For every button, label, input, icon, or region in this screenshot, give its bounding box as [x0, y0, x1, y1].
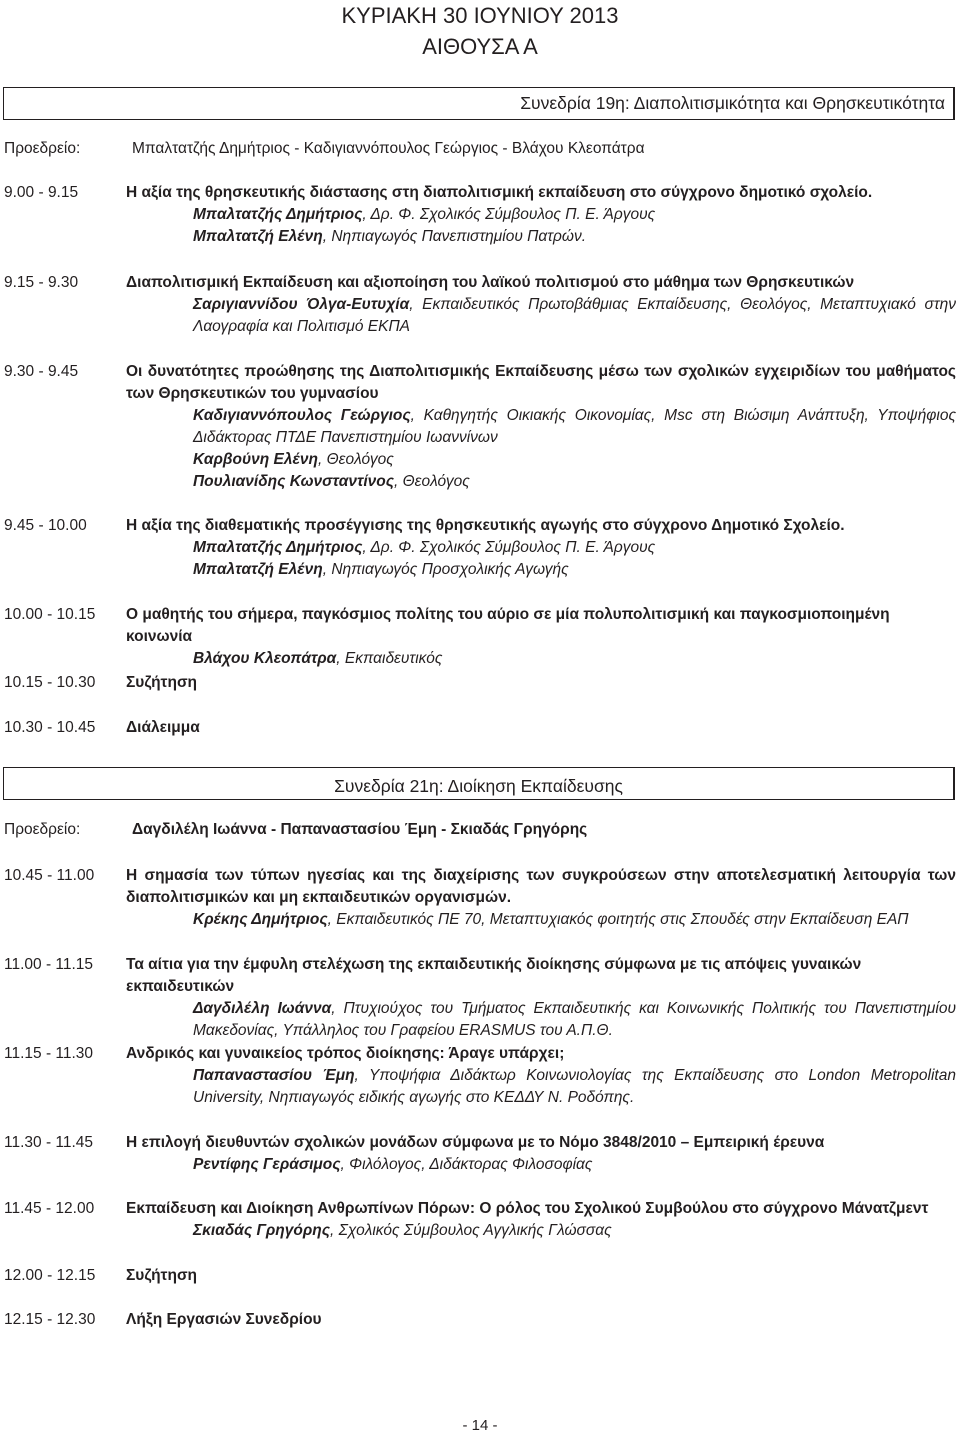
- item-time: 11.45 - 12.00: [4, 1200, 95, 1217]
- room-heading: ΑΙΘΟΥΣΑ Α: [422, 34, 538, 59]
- item-time: 10.15 - 10.30: [4, 674, 96, 691]
- item-title: Η αξία της διαθεματικής προσέγγισης της θρησκευτικής αγωγής στο σύγχρονο Δημοτικό Σχολείο.: [126, 517, 845, 534]
- session-19-title: Συνεδρία 19η: Διαπολιτισμικότητα και Θρησκευτικότητα: [520, 93, 945, 113]
- page-header: [0, 2, 960, 61]
- item-speaker: Σκιαδάς Γρηγόρης, Σχολικός Σύμβουλος Αγγλικής Γλώσσας: [193, 1222, 612, 1239]
- item-title: Εκπαίδευση και Διοίκηση Ανθρωπίνων Πόρων: Ο ρόλος του Σχολικού Συμβούλου στο σύγχρονο Μάνατζμεντ: [126, 1200, 929, 1217]
- page-number: - 14 -: [462, 1417, 498, 1434]
- item-time: 12.15 - 12.30: [4, 1311, 96, 1328]
- item-time: 11.15 - 11.30: [4, 1045, 94, 1062]
- item-time: 9.45 - 10.00: [4, 517, 87, 534]
- item-speaker: Δαγδιλέλη Ιωάννα, Πτυχιούχος του Τμήματος Εκπαιδευτικής και Κοινωνικής Πολιτικής του Πανεπιστημίου Μακεδονίας, Υπάλληλος του Γραφείου ERASMUS του Α.Π.Θ.: [193, 1000, 956, 1039]
- item-speaker: Ρεντίφης Γεράσιμος, Φιλόλογος, Διδάκτορας Φιλοσοφίας: [193, 1156, 593, 1173]
- item-title: Ανδρικός και γυναικείος τρόπος διοίκησης: Άραγε υπάρχει;: [126, 1045, 565, 1062]
- item-title: Η σημασία των τύπων ηγεσίας και της διαχείρισης των συγκρούσεων στην αποτελεσματική λειτουργία των διαπολιτισμικών και μη εκπαιδευτικών οργανισμών.: [126, 867, 956, 906]
- item-title: Διάλειμμα: [126, 719, 200, 736]
- item-time: 10.30 - 10.45: [4, 719, 96, 736]
- session-19-title-box: [3, 87, 955, 120]
- item-time: 9.30 - 9.45: [4, 363, 79, 380]
- item-title: Ο μαθητής του σήμερα, παγκόσμιος πολίτης του αύριο σε μία πολυπολιτισμική και παγκοσμιοποιημένη κοινωνία: [126, 606, 890, 645]
- session-21-title: Συνεδρία 21η: Διοίκηση Εκπαίδευσης: [334, 776, 623, 796]
- item-title: Οι δυνατότητες προώθησης της Διαπολιτισμικής Εκπαίδευσης μέσω των σχολικών εγχειριδίων του μαθήματος των Θρησκευτικών του γυμνασίου: [126, 363, 956, 402]
- day-heading: ΚΥΡΙΑΚΗ 30 ΙΟΥΝΙΟΥ 2013: [341, 3, 619, 28]
- item-title: Λήξη Εργασιών Συνεδρίου: [126, 1311, 322, 1328]
- item-speaker: Μπαλτατζής Δημήτριος, Δρ. Φ. Σχολικός Σύμβουλος Π. Ε. Άργους: [193, 206, 656, 223]
- item-time: 9.15 - 9.30: [4, 274, 79, 291]
- item-title: Η αξία της θρησκευτικής διάστασης στη διαπολιτισμική εκπαίδευση στο σύγχρονο δημοτικό σχολείο.: [126, 184, 873, 201]
- item-speaker: Μπαλτατζής Δημήτριος, Δρ. Φ. Σχολικός Σύμβουλος Π. Ε. Άργους: [193, 539, 656, 556]
- item-time: 9.00 - 9.15: [4, 184, 79, 201]
- item-time: 10.00 - 10.15: [4, 606, 96, 623]
- item-title: Η επιλογή διευθυντών σχολικών μονάδων σύμφωνα με το Νόμο 3848/2010 – Εμπειρική έρευνα: [126, 1134, 825, 1151]
- item-speaker: Κρέκης Δημήτριος, Εκπαιδευτικός ΠΕ 70, Μεταπτυχιακός φοιτητής στις Σπουδές στην Εκπαίδευση ΕΑΠ: [193, 911, 909, 928]
- item-speaker: Μπαλτατζή Ελένη, Νηπιαγωγός Πανεπιστημίου Πατρών.: [193, 228, 587, 245]
- item-speaker: Παπαναστασίου Έμη, Υποψήφια Διδάκτωρ Κοινωνιολογίας της Εκπαίδευσης στο London Metropolitan University, Νηπιαγωγός ειδικής αγωγής στο ΚΕΔΔΥ Ν. Ροδόπης.: [193, 1067, 956, 1106]
- item-speaker: Καρβούνη Ελένη, Θεολόγος: [193, 451, 394, 468]
- item-time: 11.30 - 11.45: [4, 1134, 94, 1151]
- item-speaker: Πουλιανίδης Κωνσταντίνος, Θεολόγος: [193, 473, 470, 490]
- chair-label: Προεδρείο:: [4, 821, 81, 838]
- item-speaker: Καδιγιαννόπουλος Γεώργιος, Καθηγητής Οικιακής Οικονομίας, Msc στη Βιώσιμη Ανάπτυξη, Υποψήφιος Διδάκτορας ΠΤΔΕ Πανεπιστημίου Ιωαννίνων: [193, 407, 957, 446]
- chair-label: Προεδρείο:: [4, 140, 81, 157]
- item-time: 12.00 - 12.15: [4, 1267, 96, 1284]
- item-title: Τα αίτια για την έμφυλη στελέχωση της εκπαιδευτικής διοίκησης σύμφωνα με τις απόψεις γυναικών εκπαιδευτικών: [126, 956, 862, 995]
- item-speaker: Βλάχου Κλεοπάτρα, Εκπαιδευτικός: [193, 650, 443, 667]
- item-time: 11.00 - 11.15: [4, 956, 94, 973]
- chairs-names: Δαγδιλέλη Ιωάννα - Παπαναστασίου Έμη - Σκιαδάς Γρηγόρης: [132, 821, 588, 838]
- item-speaker: Μπαλτατζή Ελένη, Νηπιαγωγός Προσχολικής Αγωγής: [193, 561, 569, 578]
- item-title: Συζήτηση: [126, 1267, 198, 1284]
- item-title: Διαπολιτισμική Εκπαίδευση και αξιοποίηση του λαϊκού πολιτισμού στο μάθημα των Θρησκευτικών: [126, 274, 855, 291]
- item-speaker: Σαριγιαννίδου Όλγα-Ευτυχία, Εκπαιδευτικός Πρωτοβάθμιας Εκπαίδευσης, Θεολόγος, Μεταπτυχιακό στην Λαογραφία και Πολιτισμό ΕΚΠΑ: [193, 296, 957, 335]
- chairs-names: Μπαλτατζής Δημήτριος - Καδιγιαννόπουλος Γεώργιος - Βλάχου Κλεοπάτρα: [132, 140, 645, 157]
- item-time: 10.45 - 11.00: [4, 867, 95, 884]
- item-title: Συζήτηση: [126, 674, 198, 691]
- session-21-title-box: [3, 767, 955, 800]
